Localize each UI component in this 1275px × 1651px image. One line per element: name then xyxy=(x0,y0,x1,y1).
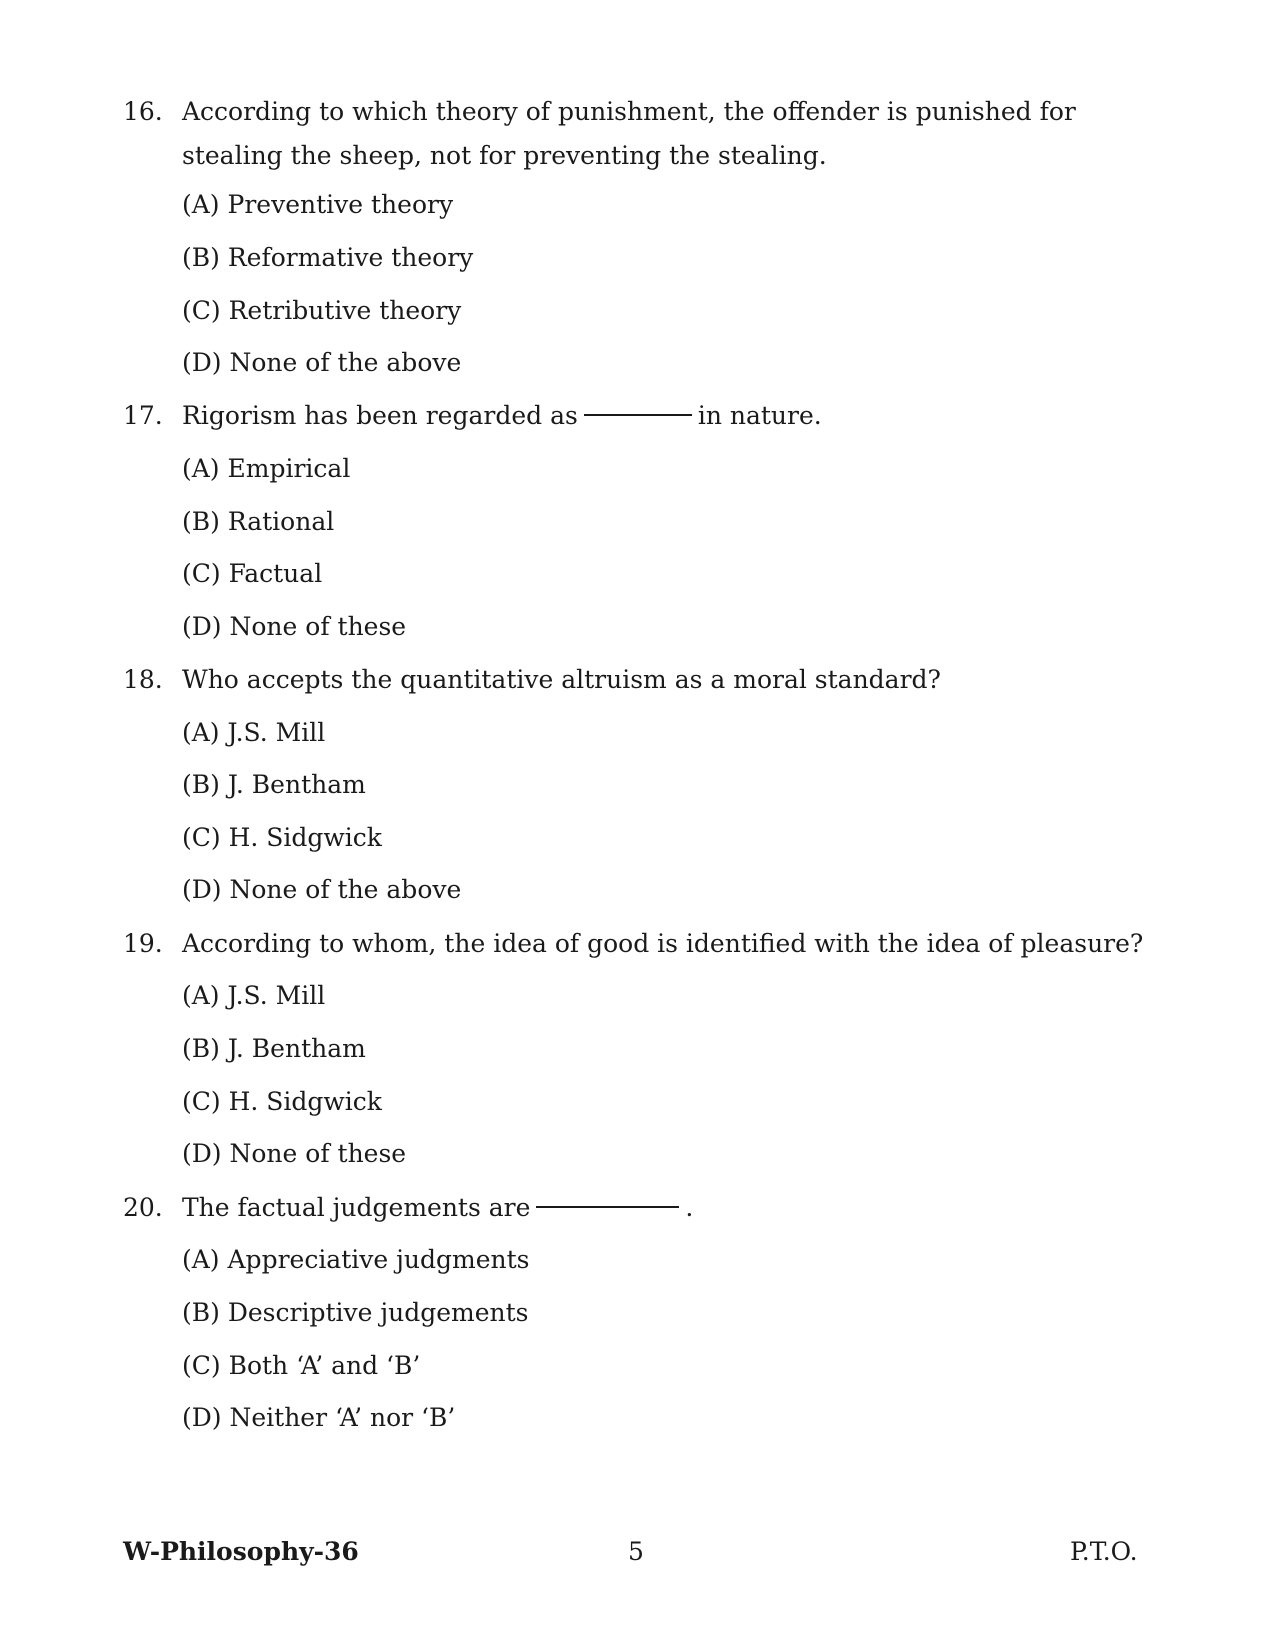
option-d: (D) None of these xyxy=(182,1139,407,1168)
fill-in-blank xyxy=(584,414,692,416)
question-text: According to whom, the idea of good is identified with the idea of pleasure? xyxy=(182,929,1144,958)
question-text: According to which theory of punishment, the offender is punished for stealing the sheep, not for preventing the stealing. xyxy=(182,97,1076,170)
question-text: Who accepts the quantitative altruism as a moral standard? xyxy=(182,665,941,694)
please-turn-over: P.T.O. xyxy=(1070,1537,1138,1566)
question-text-after: . xyxy=(685,1193,694,1222)
question-text xyxy=(182,1193,1162,1222)
option-b: (B) J. Bentham xyxy=(182,1034,366,1063)
option-d: (D) None of these xyxy=(182,612,407,641)
option-c: (C) Retributive theory xyxy=(182,296,462,325)
option-a: (A) J.S. Mill xyxy=(182,981,326,1010)
question-number: 20. xyxy=(123,1193,163,1222)
option-c: (C) H. Sidgwick xyxy=(182,1087,382,1116)
option-a: (A) J.S. Mill xyxy=(182,718,326,747)
option-d: (D) None of the above xyxy=(182,875,462,904)
question-text xyxy=(182,401,1162,430)
fill-in-blank xyxy=(536,1206,679,1208)
option-a: (A) Appreciative judgments xyxy=(182,1245,530,1274)
option-c: (C) H. Sidgwick xyxy=(182,823,382,852)
question-text-after: in nature. xyxy=(697,401,822,430)
option-a: (A) Preventive theory xyxy=(182,190,454,219)
question-number: 19. xyxy=(123,929,163,958)
option-a: (A) Empirical xyxy=(182,454,351,483)
question-number: 17. xyxy=(123,401,163,430)
question-number: 18. xyxy=(123,665,163,694)
option-d: (D) Neither ‘A’ nor ‘B’ xyxy=(182,1403,456,1432)
question-text-before: Rigorism has been regarded as xyxy=(182,401,578,430)
question-text-before: The factual judgements are xyxy=(182,1193,531,1222)
option-b: (B) J. Bentham xyxy=(182,770,366,799)
option-c: (C) Both ‘A’ and ‘B’ xyxy=(182,1351,421,1380)
paper-code: W-Philosophy-36 xyxy=(123,1537,359,1566)
option-b: (B) Rational xyxy=(182,507,335,536)
option-b: (B) Descriptive judgements xyxy=(182,1298,529,1327)
option-d: (D) None of the above xyxy=(182,348,462,377)
page-number: 5 xyxy=(628,1537,644,1566)
option-c: (C) Factual xyxy=(182,559,323,588)
question-number: 16. xyxy=(123,97,163,126)
option-b: (B) Reformative theory xyxy=(182,243,474,272)
